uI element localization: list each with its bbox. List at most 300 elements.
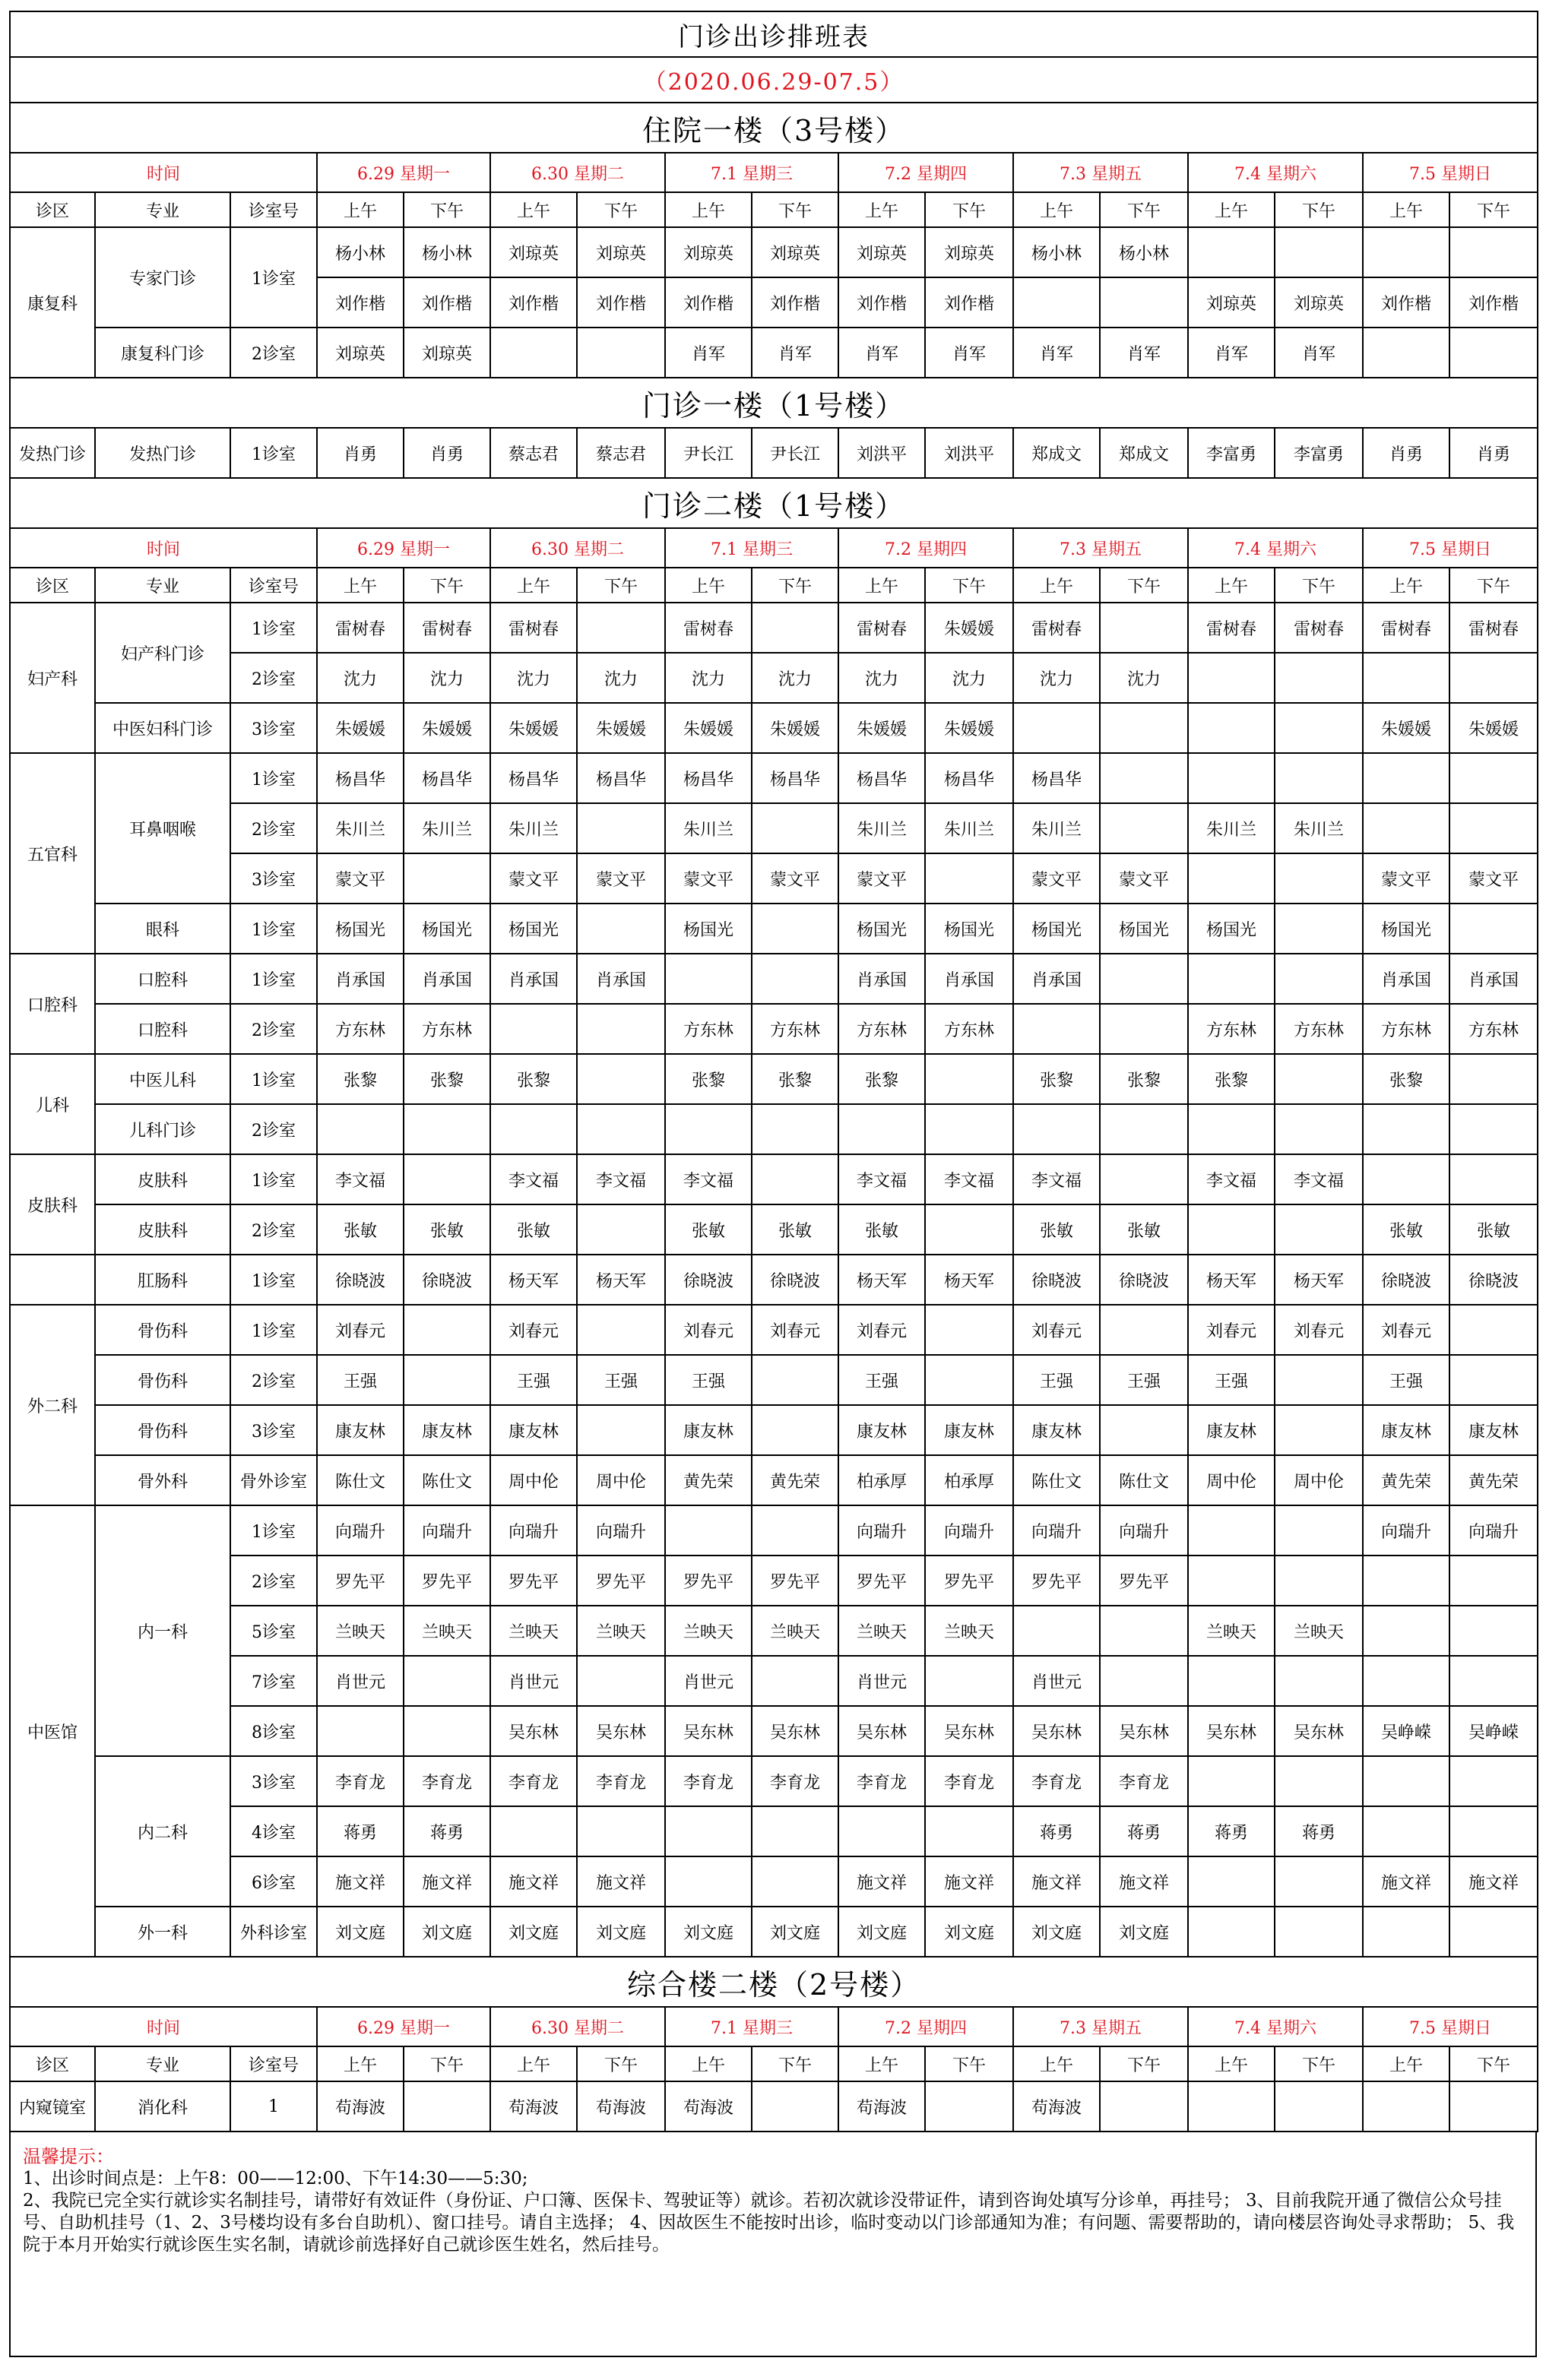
doctor-cell: 蔡志君: [490, 428, 577, 478]
doctor-cell: 刘洪平: [925, 428, 1013, 478]
doctor-cell: 李文福: [317, 1154, 404, 1204]
doctor-cell: 刘春元: [317, 1305, 404, 1355]
doctor-cell: 刘洪平: [838, 428, 925, 478]
day-header: 6.29 星期一: [317, 528, 490, 568]
doctor-cell: 张黎: [752, 1054, 838, 1104]
doctor-cell: [577, 328, 665, 378]
doctor-cell: [577, 904, 665, 954]
doctor-cell: [1188, 703, 1275, 753]
doctor-cell: [577, 1004, 665, 1054]
pm-header: 下午: [1449, 192, 1538, 227]
doctor-cell: 兰映天: [838, 1606, 925, 1656]
doctor-cell: 刘琼英: [490, 227, 577, 277]
doctor-cell: [1449, 904, 1538, 954]
doctor-cell: 方东林: [752, 1004, 838, 1054]
table-row: [10, 428, 1538, 478]
doctor-cell: [752, 1806, 838, 1856]
doctor-cell: 沈力: [838, 653, 925, 703]
doctor-cell: [1188, 1756, 1275, 1806]
doctor-cell: [1363, 753, 1449, 803]
doctor-cell: [1363, 1556, 1449, 1606]
building-title: 综合楼二楼（2号楼）: [10, 1957, 1538, 2007]
doctor-cell: [1275, 1204, 1363, 1255]
doctor-cell: 杨国光: [404, 904, 490, 954]
doctor-cell: [404, 1104, 490, 1154]
doctor-cell: 兰映天: [317, 1606, 404, 1656]
doctor-cell: 罗先平: [665, 1556, 752, 1606]
doctor-cell: 周中伦: [490, 1455, 577, 1505]
doctor-cell: 陈仕文: [317, 1455, 404, 1505]
doctor-cell: [1275, 1505, 1363, 1556]
pm-header: 下午: [1275, 568, 1363, 603]
doctor-cell: 黄先荣: [752, 1455, 838, 1505]
pm-header: 下午: [752, 568, 838, 603]
doctor-cell: 刘琼英: [752, 227, 838, 277]
table-row: [10, 1706, 1538, 1756]
room-cell: 1诊室: [230, 1305, 317, 1355]
doctor-cell: 杨天军: [838, 1255, 925, 1305]
doctor-cell: 张黎: [1100, 1054, 1188, 1104]
doctor-cell: 李文福: [490, 1154, 577, 1204]
day-header: 7.2 星期四: [838, 2007, 1013, 2046]
doctor-cell: [925, 1204, 1013, 1255]
room-cell: 2诊室: [230, 328, 317, 378]
doctor-cell: [1275, 1104, 1363, 1154]
pm-header: 下午: [404, 2046, 490, 2081]
doctor-cell: 黄先荣: [1449, 1455, 1538, 1505]
specialty-cell: 肛肠科: [95, 1255, 230, 1305]
table-row: [10, 1806, 1538, 1856]
doctor-cell: 刘文庭: [317, 1907, 404, 1957]
doctor-cell: 刘春元: [490, 1305, 577, 1355]
doctor-cell: 刘琼英: [838, 227, 925, 277]
doctor-cell: 朱媛媛: [1449, 703, 1538, 753]
doctor-cell: [665, 1806, 752, 1856]
doctor-cell: 刘作楷: [838, 277, 925, 328]
doctor-cell: [1275, 1856, 1363, 1907]
specialty-cell: 内二科: [95, 1756, 230, 1907]
doctor-cell: 李文福: [1275, 1154, 1363, 1204]
day-header: 6.30 星期二: [490, 2007, 665, 2046]
doctor-cell: 蒙文平: [317, 853, 404, 904]
doctor-cell: 吴东林: [1188, 1706, 1275, 1756]
doctor-cell: 肖军: [1188, 328, 1275, 378]
doctor-cell: 肖世元: [838, 1656, 925, 1706]
doctor-cell: 杨国光: [665, 904, 752, 954]
room-cell: 外科诊室: [230, 1907, 317, 1957]
doctor-cell: 刘文庭: [665, 1907, 752, 1957]
doctor-cell: 朱媛媛: [925, 703, 1013, 753]
doctor-cell: [577, 1405, 665, 1455]
day-header: 7.3 星期五: [1013, 528, 1188, 568]
doctor-cell: 苟海波: [665, 2081, 752, 2132]
doctor-cell: 向瑞升: [925, 1505, 1013, 1556]
doctor-cell: 肖世元: [317, 1656, 404, 1706]
doctor-cell: 肖承国: [1449, 954, 1538, 1004]
table-row: [10, 1505, 1538, 1556]
doctor-cell: 朱川兰: [925, 803, 1013, 853]
room-cell: 1诊室: [230, 1154, 317, 1204]
doctor-cell: [1363, 227, 1449, 277]
doctor-cell: 兰映天: [1275, 1606, 1363, 1656]
doctor-cell: [1449, 1656, 1538, 1706]
doctor-cell: [1275, 1907, 1363, 1957]
doctor-cell: [404, 853, 490, 904]
date-range: （2020.06.29-07.5）: [10, 57, 1538, 103]
doctor-cell: 施文祥: [404, 1856, 490, 1907]
doctor-cell: 肖承国: [838, 954, 925, 1004]
doctor-cell: [1188, 1856, 1275, 1907]
table-row: [10, 1606, 1538, 1656]
doctor-cell: [1449, 1756, 1538, 1806]
doctor-cell: [925, 1656, 1013, 1706]
table-row: [10, 1154, 1538, 1204]
doctor-cell: [404, 1355, 490, 1405]
doctor-cell: 黄先荣: [1363, 1455, 1449, 1505]
room-header: 诊室号: [230, 192, 317, 227]
doctor-cell: 向瑞升: [1100, 1505, 1188, 1556]
doctor-cell: 刘作楷: [925, 277, 1013, 328]
specialty-cell: 耳鼻咽喉: [95, 753, 230, 904]
doctor-cell: 刘文庭: [404, 1907, 490, 1957]
am-header: 上午: [317, 2046, 404, 2081]
doctor-cell: [577, 1054, 665, 1104]
zone-cell: 中医馆: [10, 1505, 95, 1957]
doctor-cell: 雷树春: [1275, 603, 1363, 653]
doctor-cell: 张黎: [665, 1054, 752, 1104]
doctor-cell: 吴东林: [1275, 1706, 1363, 1756]
doctor-cell: [1449, 1355, 1538, 1405]
zone-cell: 外二科: [10, 1305, 95, 1505]
doctor-cell: 沈力: [1100, 653, 1188, 703]
table-row: [10, 1756, 1538, 1806]
doctor-cell: 刘琼英: [925, 227, 1013, 277]
doctor-cell: [1275, 853, 1363, 904]
specialty-cell: 骨外科: [95, 1455, 230, 1505]
doctor-cell: 周中伦: [577, 1455, 665, 1505]
table-row: [10, 753, 1538, 803]
doctor-cell: 沈力: [577, 653, 665, 703]
doctor-cell: 蔡志君: [577, 428, 665, 478]
room-cell: 2诊室: [230, 1556, 317, 1606]
table-row: [10, 2081, 1538, 2132]
doctor-cell: 朱川兰: [1013, 803, 1100, 853]
doctor-cell: 施文祥: [1100, 1856, 1188, 1907]
doctor-cell: 施文祥: [1449, 1856, 1538, 1907]
doctor-cell: 蒙文平: [577, 853, 665, 904]
room-cell: 8诊室: [230, 1706, 317, 1756]
doctor-cell: [752, 603, 838, 653]
doctor-cell: 刘作楷: [1363, 277, 1449, 328]
room-cell: 5诊室: [230, 1606, 317, 1656]
doctor-cell: [1363, 1907, 1449, 1957]
doctor-cell: 李文福: [1188, 1154, 1275, 1204]
room-cell: 骨外诊室: [230, 1455, 317, 1505]
doctor-cell: [1275, 1656, 1363, 1706]
doctor-cell: 朱媛媛: [1363, 703, 1449, 753]
day-header: 7.5 星期日: [1363, 2007, 1538, 2046]
schedule-table: [9, 11, 1538, 2132]
doctor-cell: 杨天军: [577, 1255, 665, 1305]
doctor-cell: 朱川兰: [404, 803, 490, 853]
am-header: 上午: [490, 192, 577, 227]
table-row: [10, 853, 1538, 904]
doctor-cell: 杨昌华: [404, 753, 490, 803]
doctor-cell: 陈仕文: [1100, 1455, 1188, 1505]
doctor-cell: 吴峥嵘: [1363, 1706, 1449, 1756]
doctor-cell: 李富勇: [1188, 428, 1275, 478]
doctor-cell: [1188, 753, 1275, 803]
doctor-cell: 蒙文平: [490, 853, 577, 904]
pm-header: 下午: [577, 192, 665, 227]
doctor-cell: 杨小林: [1013, 227, 1100, 277]
doctor-cell: 王强: [838, 1355, 925, 1405]
doctor-cell: [1275, 653, 1363, 703]
doctor-cell: [1363, 328, 1449, 378]
doctor-cell: 杨小林: [1100, 227, 1188, 277]
doctor-cell: [1188, 853, 1275, 904]
doctor-cell: 康友林: [490, 1405, 577, 1455]
pm-header: 下午: [1449, 2046, 1538, 2081]
doctor-cell: [1449, 753, 1538, 803]
doctor-cell: [404, 2081, 490, 2132]
room-cell: 1诊室: [230, 1505, 317, 1556]
doctor-cell: 朱川兰: [838, 803, 925, 853]
doctor-cell: [1449, 1154, 1538, 1204]
doctor-cell: 朱川兰: [490, 803, 577, 853]
doctor-cell: 肖勇: [317, 428, 404, 478]
doctor-cell: 刘文庭: [1100, 1907, 1188, 1957]
doctor-cell: 王强: [490, 1355, 577, 1405]
doctor-cell: 王强: [1013, 1355, 1100, 1405]
doctor-cell: [490, 1004, 577, 1054]
note-line: 1、出诊时间点是：上午8：00——12:00、下午14:30——5:30;: [23, 2169, 528, 2189]
table-row: [10, 904, 1538, 954]
doctor-cell: 李育龙: [752, 1756, 838, 1806]
day-header: 7.4 星期六: [1188, 2007, 1363, 2046]
notes-heading: 温馨提示：: [23, 2146, 114, 2167]
doctor-cell: 张敏: [1449, 1204, 1538, 1255]
doctor-cell: 施文祥: [577, 1856, 665, 1907]
doctor-cell: 肖军: [1100, 328, 1188, 378]
doctor-cell: 罗先平: [752, 1556, 838, 1606]
day-header: 7.4 星期六: [1188, 528, 1363, 568]
doctor-cell: 康友林: [925, 1405, 1013, 1455]
doctor-cell: 张敏: [665, 1204, 752, 1255]
doctor-cell: 张敏: [317, 1204, 404, 1255]
doctor-cell: 张黎: [404, 1054, 490, 1104]
doctor-cell: [1363, 1656, 1449, 1706]
doctor-cell: 苟海波: [317, 2081, 404, 2132]
doctor-cell: [1363, 1104, 1449, 1154]
doctor-cell: 方东林: [1188, 1004, 1275, 1054]
doctor-cell: [1100, 753, 1188, 803]
room-cell: 1诊室: [230, 428, 317, 478]
doctor-cell: 张敏: [404, 1204, 490, 1255]
doctor-cell: 吴东林: [925, 1706, 1013, 1756]
doctor-cell: 沈力: [404, 653, 490, 703]
doctor-cell: [1188, 954, 1275, 1004]
doctor-cell: [1188, 1907, 1275, 1957]
specialty-cell: 内一科: [95, 1505, 230, 1756]
doctor-cell: 杨国光: [925, 904, 1013, 954]
doctor-cell: 肖承国: [1363, 954, 1449, 1004]
day-header: 7.4 星期六: [1188, 153, 1363, 192]
doctor-cell: 李育龙: [665, 1756, 752, 1806]
doctor-cell: [404, 1305, 490, 1355]
doctor-cell: 肖军: [752, 328, 838, 378]
doctor-cell: 刘琼英: [1275, 277, 1363, 328]
pm-header: 下午: [577, 2046, 665, 2081]
table-row: [10, 1856, 1538, 1907]
doctor-cell: 刘春元: [1275, 1305, 1363, 1355]
pm-header: 下午: [925, 568, 1013, 603]
room-cell: 6诊室: [230, 1856, 317, 1907]
day-header: 7.1 星期三: [665, 2007, 838, 2046]
doctor-cell: 方东林: [665, 1004, 752, 1054]
pm-header: 下午: [404, 192, 490, 227]
doctor-cell: 肖军: [1013, 328, 1100, 378]
doctor-cell: 朱川兰: [1275, 803, 1363, 853]
day-header: 6.29 星期一: [317, 2007, 490, 2046]
table-row: [10, 1255, 1538, 1305]
doctor-cell: 向瑞升: [1363, 1505, 1449, 1556]
doctor-cell: [838, 1104, 925, 1154]
am-header: 上午: [838, 2046, 925, 2081]
doctor-cell: 吴东林: [577, 1706, 665, 1756]
doctor-cell: 兰映天: [404, 1606, 490, 1656]
doctor-cell: 方东林: [925, 1004, 1013, 1054]
doctor-cell: 罗先平: [490, 1556, 577, 1606]
doctor-cell: 肖军: [665, 328, 752, 378]
doctor-cell: [752, 904, 838, 954]
doctor-cell: 施文祥: [1013, 1856, 1100, 1907]
doctor-cell: 徐晓波: [1100, 1255, 1188, 1305]
doctor-cell: 刘琼英: [665, 227, 752, 277]
room-cell: 3诊室: [230, 703, 317, 753]
doctor-cell: 向瑞升: [1449, 1505, 1538, 1556]
doctor-cell: 张敏: [752, 1204, 838, 1255]
day-header: 7.3 星期五: [1013, 2007, 1188, 2046]
doctor-cell: 杨天军: [490, 1255, 577, 1305]
doctor-cell: 罗先平: [1100, 1556, 1188, 1606]
doctor-cell: 周中伦: [1188, 1455, 1275, 1505]
doctor-cell: 刘作楷: [404, 277, 490, 328]
doctor-cell: 吴东林: [838, 1706, 925, 1756]
doctor-cell: 徐晓波: [1449, 1255, 1538, 1305]
table-row: [10, 1104, 1538, 1154]
doctor-cell: 刘作楷: [577, 277, 665, 328]
doctor-cell: [1013, 703, 1100, 753]
doctor-cell: [925, 1355, 1013, 1405]
doctor-cell: 肖承国: [925, 954, 1013, 1004]
doctor-cell: 李育龙: [925, 1756, 1013, 1806]
zone-cell: 康复科: [10, 227, 95, 378]
room-cell: 1: [230, 2081, 317, 2132]
pm-header: 下午: [1100, 192, 1188, 227]
am-header: 上午: [1013, 568, 1100, 603]
doctor-cell: 刘琼英: [1188, 277, 1275, 328]
specialty-header: 专业: [95, 568, 230, 603]
doctor-cell: 沈力: [317, 653, 404, 703]
doctor-cell: 朱川兰: [665, 803, 752, 853]
doctor-cell: [404, 1154, 490, 1204]
doctor-cell: [1100, 954, 1188, 1004]
doctor-cell: 刘春元: [1188, 1305, 1275, 1355]
room-cell: 2诊室: [230, 803, 317, 853]
doctor-cell: [404, 1656, 490, 1706]
doctor-cell: 朱媛媛: [317, 703, 404, 753]
doctor-cell: [1363, 1606, 1449, 1656]
day-header: 6.30 星期二: [490, 528, 665, 568]
doctor-cell: [577, 603, 665, 653]
doctor-cell: 杨国光: [317, 904, 404, 954]
doctor-cell: 王强: [1363, 1355, 1449, 1405]
doctor-cell: [577, 1305, 665, 1355]
doctor-cell: 蒋勇: [1275, 1806, 1363, 1856]
doctor-cell: [1100, 1004, 1188, 1054]
doctor-cell: 张黎: [838, 1054, 925, 1104]
doctor-cell: 蒋勇: [1100, 1806, 1188, 1856]
doctor-cell: [925, 1806, 1013, 1856]
doctor-cell: 施文祥: [925, 1856, 1013, 1907]
doctor-cell: 康友林: [838, 1405, 925, 1455]
doctor-cell: [1275, 1054, 1363, 1104]
doctor-cell: 施文祥: [490, 1856, 577, 1907]
doctor-cell: [1013, 1606, 1100, 1656]
room-header: 诊室号: [230, 568, 317, 603]
doctor-cell: 朱媛媛: [577, 703, 665, 753]
doctor-cell: [925, 853, 1013, 904]
doctor-cell: [1013, 1004, 1100, 1054]
doctor-cell: [1100, 1305, 1188, 1355]
doctor-cell: [1449, 1104, 1538, 1154]
doctor-cell: 肖世元: [490, 1656, 577, 1706]
doctor-cell: [665, 1856, 752, 1907]
doctor-cell: 杨昌华: [577, 753, 665, 803]
room-cell: 7诊室: [230, 1656, 317, 1706]
doctor-cell: 肖勇: [1449, 428, 1538, 478]
doctor-cell: [1100, 2081, 1188, 2132]
doctor-cell: 肖世元: [1013, 1656, 1100, 1706]
table-row: [10, 703, 1538, 753]
day-header: 7.5 星期日: [1363, 153, 1538, 192]
pm-header: 下午: [1449, 568, 1538, 603]
specialty-cell: 儿科门诊: [95, 1104, 230, 1154]
specialty-cell: 专家门诊: [95, 227, 230, 328]
room-cell: 2诊室: [230, 1004, 317, 1054]
doctor-cell: 徐晓波: [752, 1255, 838, 1305]
doctor-cell: 蒋勇: [317, 1806, 404, 1856]
doctor-cell: [1275, 904, 1363, 954]
doctor-cell: 吴东林: [1100, 1706, 1188, 1756]
doctor-cell: 蒙文平: [1363, 853, 1449, 904]
doctor-cell: 康友林: [1363, 1405, 1449, 1455]
building-title: 住院一楼（3号楼）: [10, 103, 1538, 153]
doctor-cell: [1449, 2081, 1538, 2132]
doctor-cell: 王强: [577, 1355, 665, 1405]
day-header: 6.29 星期一: [317, 153, 490, 192]
doctor-cell: 蒙文平: [1449, 853, 1538, 904]
doctor-cell: 刘作楷: [665, 277, 752, 328]
doctor-cell: [1275, 227, 1363, 277]
doctor-cell: 郑成文: [1013, 428, 1100, 478]
doctor-cell: 张敏: [1363, 1204, 1449, 1255]
doctor-cell: 刘春元: [838, 1305, 925, 1355]
specialty-header: 专业: [95, 192, 230, 227]
zone-header: 诊区: [10, 568, 95, 603]
doctor-cell: [490, 1806, 577, 1856]
